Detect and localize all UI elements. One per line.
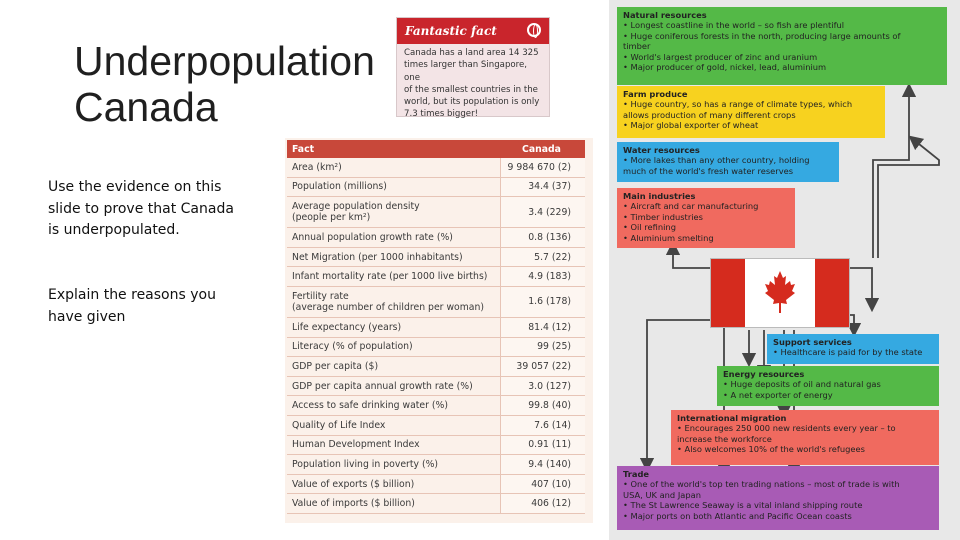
table-row <box>287 177 585 197</box>
table-cell-fact <box>287 376 500 396</box>
table-cell-fact <box>287 247 500 267</box>
resource-box-title: Support services <box>773 337 852 347</box>
table-cell-value: 0.8 (136) <box>500 228 585 248</box>
canada-flag-icon <box>710 258 850 328</box>
table-cell-value: 0.91 (11) <box>500 435 585 455</box>
fact-label-line: Average population density <box>292 201 420 213</box>
resource-box-line: • Major producer of gold, nickel, lead, aluminium <box>623 62 827 73</box>
resource-box-line: • Aircraft and car manufacturing <box>623 201 759 212</box>
fact-label-line: Annual population growth rate (%) <box>292 231 453 243</box>
table-cell-fact <box>287 177 500 197</box>
resource-box-line: increase the workforce <box>677 433 772 444</box>
table-row <box>287 337 585 357</box>
resource-box-title: Water resources <box>623 145 700 155</box>
resource-box <box>767 334 939 364</box>
instruction-paragraph-1: Use the evidence on this slide to prove that Canada is underpopulated. <box>48 179 234 238</box>
resource-box-line: timber <box>623 41 651 52</box>
fantastic-fact-text <box>397 44 549 121</box>
resource-box <box>617 7 947 85</box>
slide-title <box>74 38 375 130</box>
fact-line: Canada has a land area 14 325 <box>404 48 539 58</box>
fact-label-line: Life expectancy (years) <box>292 321 402 333</box>
fact-label-line: Population living in poverty (%) <box>292 458 439 470</box>
resource-box-line: allows production of many different crops <box>623 109 796 120</box>
table-header-fact: Fact <box>287 140 500 158</box>
table-cell-fact <box>287 286 500 317</box>
table-cell-value: 5.7 (22) <box>500 247 585 267</box>
title-line-1: Underpopulation <box>74 38 375 84</box>
table-row <box>287 158 585 177</box>
table-row <box>287 474 585 494</box>
fact-label-line: Area (km²) <box>292 161 342 173</box>
table-cell-value: 9.4 (140) <box>500 455 585 475</box>
fact-label-line: Value of imports ($ billion) <box>292 498 415 510</box>
resource-box-line: • Huge country, so has a range of climate types, which <box>623 99 853 110</box>
table-row <box>287 286 585 317</box>
globe-icon <box>527 23 541 37</box>
resource-box <box>617 86 885 138</box>
table-cell-fact <box>287 415 500 435</box>
resource-box-line: • Healthcare is paid for by the state <box>773 347 923 358</box>
table-cell-value: 39 057 (22) <box>500 357 585 377</box>
resource-box-line: • A net exporter of energy <box>723 389 833 400</box>
fact-label-line: Infant mortality rate (per 1000 live births) <box>292 271 488 283</box>
canada-resources-diagram <box>609 0 960 540</box>
resource-box-line: • The St Lawrence Seaway is a vital inland shipping route <box>623 500 863 511</box>
fact-label-line: Population (millions) <box>292 181 387 193</box>
table-cell-value: 3.0 (127) <box>500 376 585 396</box>
resource-box-line: • Longest coastline in the world – so fish are plentiful <box>623 20 845 31</box>
table-cell-fact <box>287 396 500 416</box>
fact-label-line: Fertility rate <box>292 290 349 302</box>
table-cell-value: 4.9 (183) <box>500 267 585 287</box>
table-row <box>287 317 585 337</box>
table-cell-value: 1.6 (178) <box>500 286 585 317</box>
fantastic-fact-title: Fantastic fact <box>405 24 497 38</box>
resource-box-title: Farm produce <box>623 89 688 99</box>
table-row <box>287 197 585 228</box>
resource-box-line: • Major ports on both Atlantic and Pacific Ocean coasts <box>623 510 852 521</box>
resource-box-title: International migration <box>677 413 787 423</box>
resource-box-title: Natural resources <box>623 10 707 20</box>
fact-line: 7.3 times bigger! <box>404 109 479 120</box>
resource-box-line: • Timber industries <box>623 211 703 222</box>
table-cell-value: 3.4 (229) <box>500 197 585 228</box>
table-row <box>287 396 585 416</box>
fantastic-fact-box <box>396 17 550 120</box>
table-cell-fact <box>287 435 500 455</box>
table-row <box>287 455 585 475</box>
resource-box <box>617 188 795 248</box>
flag-red-band-right <box>815 259 849 327</box>
table-cell-fact <box>287 197 500 228</box>
table-header-canada: Canada <box>500 140 585 158</box>
table-header-row <box>287 140 585 158</box>
table-row <box>287 494 585 514</box>
table-cell-value: 81.4 (12) <box>500 317 585 337</box>
table-row <box>287 267 585 287</box>
table-row <box>287 376 585 396</box>
resource-box-line: • Major global exporter of wheat <box>623 120 759 131</box>
table-row <box>287 247 585 267</box>
table-row <box>287 357 585 377</box>
resource-box-line: • World's largest producer of zinc and uranium <box>623 51 818 62</box>
table-row <box>287 228 585 248</box>
resource-box-line: much of the world's fresh water reserves <box>623 165 794 176</box>
resource-box <box>717 366 939 406</box>
instruction-paragraph-2: Explain the reasons you have given <box>48 287 216 325</box>
fact-line: times larger than Singapore, one <box>404 60 528 83</box>
resource-box-line: • Aluminium smelting <box>623 232 714 243</box>
resource-box-line: • Huge coniferous forests in the north, producing large amounts of <box>623 30 901 41</box>
flag-red-band-left <box>711 259 745 327</box>
resource-box <box>617 142 839 182</box>
resource-box <box>617 466 939 530</box>
fact-label-line: Value of exports ($ billion) <box>292 478 415 490</box>
resource-box-title: Main industries <box>623 191 696 201</box>
fact-label-line: Human Development Index <box>292 439 420 451</box>
fact-label-line: Quality of Life Index <box>292 419 386 431</box>
table-cell-value: 9 984 670 (2) <box>500 158 585 177</box>
table-cell-value: 406 (12) <box>500 494 585 514</box>
resource-box-line: • One of the world's top ten trading nations – most of trade is with <box>623 479 900 490</box>
fact-label-line: (people per km²) <box>292 212 371 224</box>
table-cell-value: 99 (25) <box>500 337 585 357</box>
resource-box-line: • Oil refining <box>623 222 676 233</box>
resource-box-title: Energy resources <box>723 369 805 379</box>
table-cell-value: 407 (10) <box>500 474 585 494</box>
table-cell-fact <box>287 267 500 287</box>
fact-label-line: (average number of children per woman) <box>292 301 485 313</box>
table-row <box>287 415 585 435</box>
facts-table <box>287 140 585 514</box>
table-cell-fact <box>287 357 500 377</box>
table-cell-fact <box>287 455 500 475</box>
table-cell-fact <box>287 337 500 357</box>
maple-leaf-icon <box>764 269 796 315</box>
table-cell-fact <box>287 317 500 337</box>
fact-label-line: Literacy (% of population) <box>292 341 413 353</box>
table-cell-fact <box>287 228 500 248</box>
fantastic-fact-heading <box>397 18 549 44</box>
resource-box-line: • Huge deposits of oil and natural gas <box>723 379 881 390</box>
facts-table-panel <box>285 138 593 523</box>
table-cell-value: 34.4 (37) <box>500 177 585 197</box>
resource-box-line: • Encourages 250 000 new residents every year – to <box>677 423 896 434</box>
table-cell-fact <box>287 158 500 177</box>
fact-label-line: Access to safe drinking water (%) <box>292 400 449 412</box>
fact-line: of the smallest countries in the <box>404 84 538 95</box>
table-cell-value: 99.8 (40) <box>500 396 585 416</box>
resource-box-title: Trade <box>623 469 650 479</box>
resource-box-line: • More lakes than any other country, holding <box>623 155 810 166</box>
resource-box-line: • Also welcomes 10% of the world's refugees <box>677 444 865 455</box>
fact-label-line: GDP per capita annual growth rate (%) <box>292 380 473 392</box>
table-cell-fact <box>287 474 500 494</box>
resource-box-line: USA, UK and Japan <box>623 489 701 500</box>
fact-label-line: GDP per capita ($) <box>292 360 379 372</box>
fact-line: world, but its population is only <box>404 97 540 108</box>
arrow <box>673 248 710 268</box>
table-cell-value: 7.6 (14) <box>500 415 585 435</box>
table-cell-fact <box>287 494 500 514</box>
title-line-2: Canada <box>74 84 218 130</box>
resource-box <box>671 410 939 465</box>
fact-label-line: Net Migration (per 1000 inhabitants) <box>292 251 463 263</box>
table-row <box>287 435 585 455</box>
table-body <box>287 158 585 513</box>
